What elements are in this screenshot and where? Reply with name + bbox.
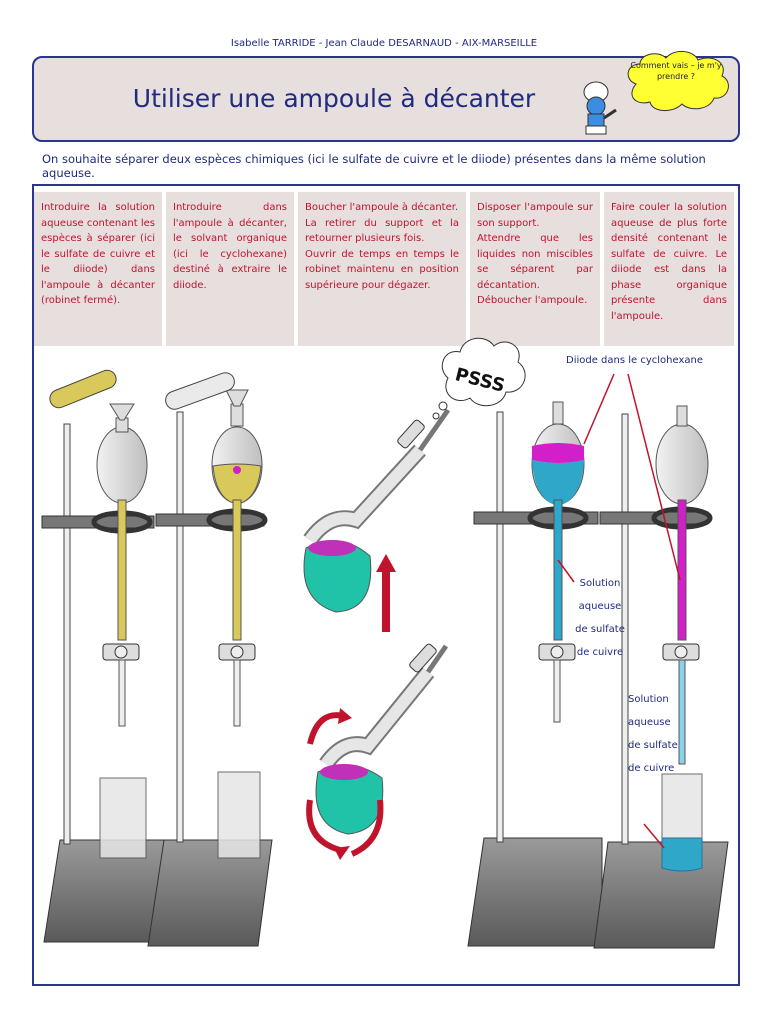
up-arrow-icon <box>376 554 396 632</box>
label-solution-1: Solution aqueuse de sulfate de cuivre <box>575 578 625 658</box>
step-4-line-1: Disposer l'ampoule sur son support. <box>477 202 593 229</box>
apparatus-1 <box>42 368 165 942</box>
step-3-line-3: Ouvrir de temps en temps le robinet maintenu en position supérieure pour dégazer. <box>305 248 459 291</box>
author-line: Isabelle TARRIDE - Jean Claude DESARNAUD - AIX-MARSEILLE <box>230 38 538 49</box>
psss-cloud <box>433 338 525 419</box>
apparatus-2 <box>148 370 272 946</box>
label-diiode: Diiode dans le cyclohexane <box>566 355 704 366</box>
apparatus-3 <box>468 402 602 946</box>
step-3-line-2: La retirer du support et la retourner plusieurs fois. <box>305 217 459 244</box>
step-1-text: Introduire la solution aqueuse contenant les espèces à séparer (ici le sulfate de cuivre et le diiode) dans l'ampoule à décanter (robinet fermé). <box>41 202 155 306</box>
psss-label: PSSS <box>452 364 507 397</box>
step-3-line-1: Boucher l'ampoule à décanter. <box>305 202 459 213</box>
shaking-funnel-upper <box>304 410 448 612</box>
step-4-line-3: Déboucher l'ampoule. <box>477 295 588 306</box>
bubble-text: Comment vais – je m'y prendre ? <box>630 61 722 81</box>
apparatus-4 <box>594 406 728 948</box>
step-2-text: Introduire dans l'ampoule à décanter, le solvant organique (ici le cyclohexane) destiné à extraire le diiode. <box>173 202 287 291</box>
step-4-line-2: Attendre que les liquides non miscibles se séparent par décantation. <box>477 233 593 291</box>
label-solution-2: Solution aqueuse de sulfate de cuivre <box>628 694 678 774</box>
step-5-text: Faire couler la solution aqueuse de plus forte densité contenant le sulfate de cuivre. Le diiode est dans la phase organique présente dans l'ampoule. <box>611 202 727 322</box>
intro-text: On souhaite séparer deux espèces chimiques (ici le sulfate de cuivre et le diiode) présentes dans la même solution aqueuse. <box>42 152 706 180</box>
page-title: Utiliser une ampoule à décanter <box>132 84 536 113</box>
